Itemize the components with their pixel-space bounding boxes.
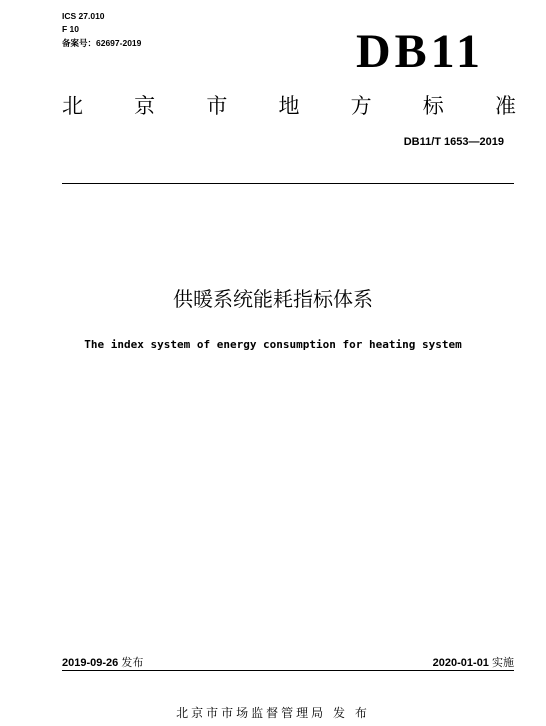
issuer-name: 北京市市场监督管理局 [176,706,327,720]
publish-date-line [62,654,143,670]
record-number: 备案号：62697-2019 [62,38,142,48]
top-divider [62,183,514,184]
issuer-line [0,704,546,721]
publish-date: 2019-09-26 [62,657,119,669]
implement-date-line [433,654,514,670]
standard-type-char: 地 [278,94,300,118]
standard-type-char: 准 [494,94,516,118]
implement-date: 2020-01-01 [432,657,489,669]
document-title-cn: 供暖系统能耗指标体系 [173,287,373,311]
bottom-divider [62,670,514,671]
standard-type-char: 北 [62,94,83,118]
standard-type-char: 京 [134,94,156,118]
standard-type [62,92,516,120]
standard-type-char: 标 [422,94,444,118]
standard-code-logo: DB11 [356,25,485,78]
issuer-word: 发 布 [333,706,370,720]
document-title-en: The index system of energy consumption for heating system [84,338,462,351]
standard-number: DB11/T 1653—2019 [403,136,504,148]
standard-type-char: 市 [206,94,228,118]
ics-code: ICS 27.010 [62,11,105,21]
implement-word: 实施 [492,656,514,669]
publish-word: 发布 [121,656,144,669]
standard-type-char: 方 [350,94,372,118]
ccs-code: F 10 [62,24,80,34]
